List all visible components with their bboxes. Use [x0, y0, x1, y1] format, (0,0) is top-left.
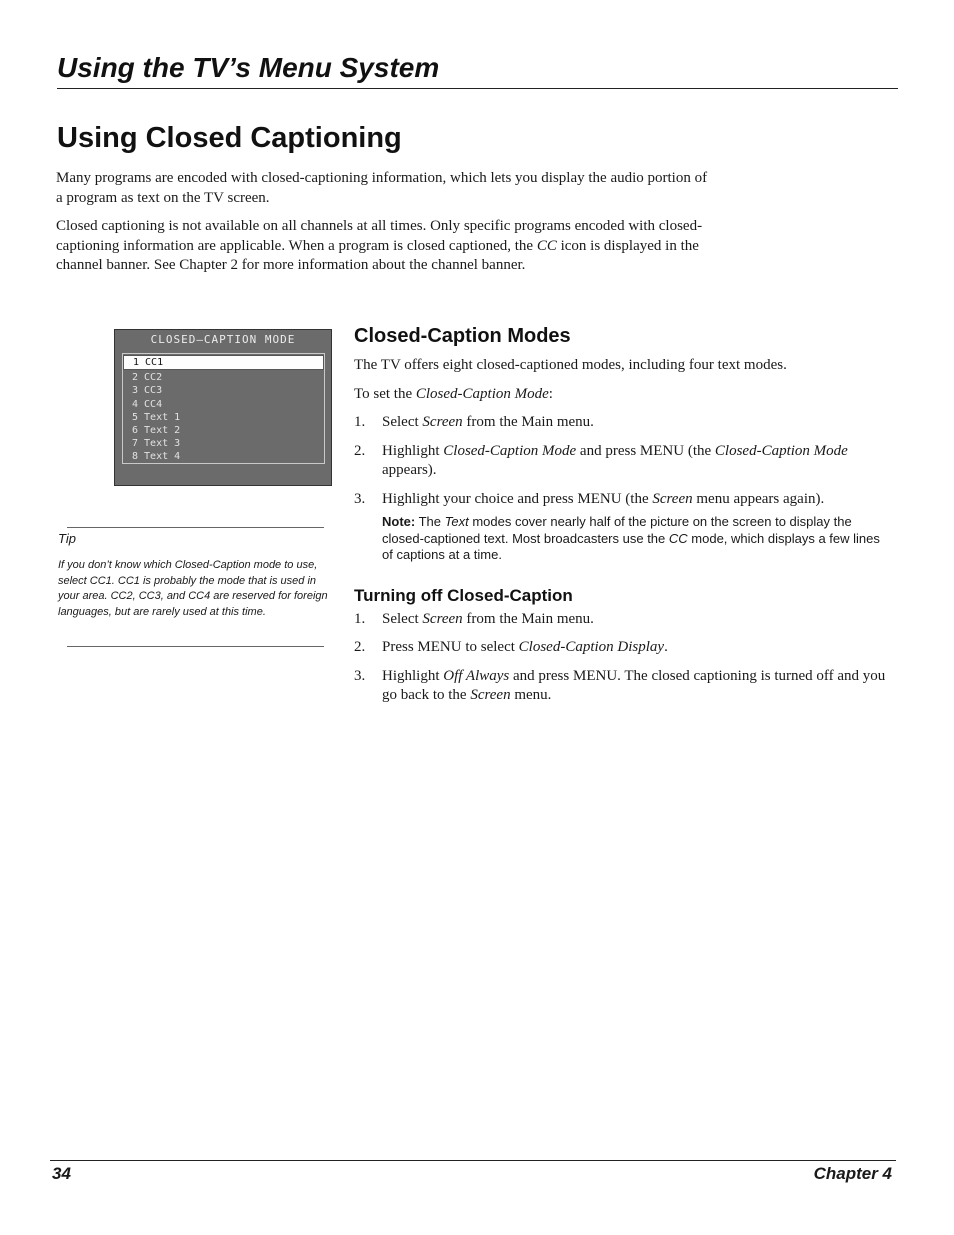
turning-off-heading: Turning off Closed-Caption [354, 585, 573, 605]
modes-heading: Closed-Caption Modes [354, 325, 571, 347]
intro-paragraph-2: Closed captioning is not available on all channels at all times. Only specific programs encoded with closed-captioning information are applicable. When a program is closed captioned, the CC icon is displayed in the channel banner. See Chapter 2 for more information about the channel banner. [56, 218, 703, 273]
intro-text [56, 169, 716, 285]
modes-step-1: 1. Select Screen from the Main menu. [354, 414, 594, 430]
tip-bottom-rule [67, 646, 324, 647]
intro-paragraph-1: Many programs are encoded with closed-captioning information, which lets you display the audio portion of a program as text on the TV screen. [56, 170, 708, 206]
turning-off-steps [354, 610, 894, 706]
modes-step-3: 3. Highlight your choice and press MENU (the Screen menu appears again). [354, 490, 825, 507]
modes-step-2: 2. Highlight Closed-Caption Mode and press MENU (the Closed-Caption Mode appears). [354, 442, 848, 478]
chapter-title: Using the TV’s Menu System [57, 52, 440, 83]
page-number: 34 [52, 1164, 71, 1183]
turning-off-step-3: 3. Highlight Off Always and press MENU. The closed captioning is turned off and you go back to the Screen menu. [354, 667, 886, 703]
footer-chapter-label: Chapter 4 [813, 1164, 892, 1183]
tv-menu-item: 5 Text 1 [132, 411, 181, 423]
turning-off-step-1: 1. Select Screen from the Main menu. [354, 610, 594, 627]
tip-text: If you don’t know which Closed-Caption mode to use, select CC1. CC1 is probably the mode that is used in your area. CC2, CC3, and CC4 are reserved for foreign languages, but are rarely used at this time. [58, 559, 328, 618]
modes-note: Note: The Text modes cover nearly half of the picture on the screen to display the closed-captioned text. Most broadcasters use the CC mode, which displays a few lines of captions at a time. [382, 514, 880, 562]
header-rule [57, 88, 898, 89]
tv-menu-item: 6 Text 2 [132, 424, 181, 436]
tv-menu-list [122, 353, 325, 464]
footer-rule [50, 1160, 896, 1161]
tv-menu-item: 8 Text 4 [132, 451, 181, 463]
tv-menu-item: 2 CC2 [132, 372, 163, 384]
main-column [354, 325, 894, 715]
tip-top-rule [67, 527, 324, 528]
tv-menu-item: 3 CC3 [132, 385, 163, 397]
modes-paragraph: The TV offers eight closed-captioned modes, including four text modes. [354, 357, 787, 373]
tv-menu-item: 1 CC1 [123, 355, 324, 370]
turning-off-step-2: 2. Press MENU to select Closed-Caption Display. [354, 639, 668, 655]
tv-menu-item: 4 CC4 [132, 398, 163, 410]
closed-caption-menu-screenshot [114, 329, 332, 486]
tip-label: Tip [58, 531, 76, 546]
tv-menu-title: CLOSED–CAPTION MODE [150, 333, 296, 346]
tv-menu-item: 7 Text 3 [132, 438, 181, 450]
modes-instruction: To set the Closed-Caption Mode: [354, 385, 553, 402]
modes-steps [354, 413, 894, 509]
section-title: Using Closed Captioning [57, 122, 402, 154]
